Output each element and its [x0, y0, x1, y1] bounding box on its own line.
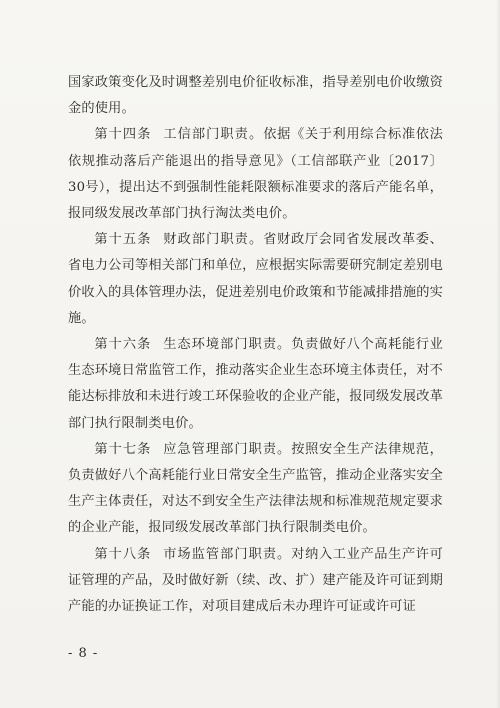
- paragraph-text: 依据《关于利用综合标准依法依规推动落后产能退出的指导意见》（工信部联产业〔2017〕30号），提出达不到强制性能耗限额标准要求的落后产能名单，报同级发展改革部门执行淘汰类电价。: [68, 127, 444, 222]
- article-department: 市场监管部门职责。: [163, 546, 292, 562]
- paragraph-text: 对纳入工业产品生产许可证管理的产品，及时做好新（续、改、扩）建产能及许可证到期产能的办证换证工作，对项目建成后未办理许可证或许可证: [68, 546, 444, 615]
- scan-edge-shadow: [496, 0, 500, 708]
- article-15-paragraph: [68, 227, 443, 332]
- paragraph-continuation: [68, 70, 443, 122]
- article-18-paragraph: [68, 542, 443, 621]
- page-number: - 8 -: [68, 646, 99, 661]
- article-16-paragraph: [68, 332, 443, 437]
- article-number: 第十七条: [94, 441, 152, 457]
- article-number: 第十八条: [94, 546, 152, 562]
- article-department: 工信部门职责。: [163, 127, 264, 143]
- article-department: 生态环境部门职责。: [163, 337, 292, 353]
- article-number: 第十五条: [94, 232, 152, 248]
- article-department: 财政部门职责。: [163, 232, 264, 248]
- paragraph-text: 国家政策变化及时调整差别电价征收标准，指导差别电价收缴资金的使用。: [68, 75, 443, 117]
- article-number: 第十四条: [94, 127, 152, 143]
- document-body: [68, 70, 443, 620]
- article-17-paragraph: [68, 437, 443, 542]
- article-14-paragraph: [68, 122, 443, 227]
- paragraph-text: 省财政厅会同省发展改革委、省电力公司等相关部门和单位，应根据实际需要研究制定差别电价收入的具体管理办法，促进差别电价政策和节能减排措施的实施。: [68, 232, 444, 326]
- paragraph-text: 负责做好八个高耗能行业生态环境日常监管工作，推动落实企业生态环境主体责任，对不能达标排放和未进行竣工环保验收的企业产能，报同级发展改革部门执行限制类电价。: [68, 337, 444, 431]
- article-department: 应急管理部门职责。: [163, 441, 292, 457]
- paragraph-text: 按照安全生产法律规范，负责做好八个高耗能行业日常安全生产监管，推动企业落实安全生产主体责任，对达不到安全生产法律法规和标准规范规定要求的企业产能，报同级发展改革部门执行限制类电价。: [68, 441, 444, 536]
- article-number: 第十六条: [94, 337, 152, 353]
